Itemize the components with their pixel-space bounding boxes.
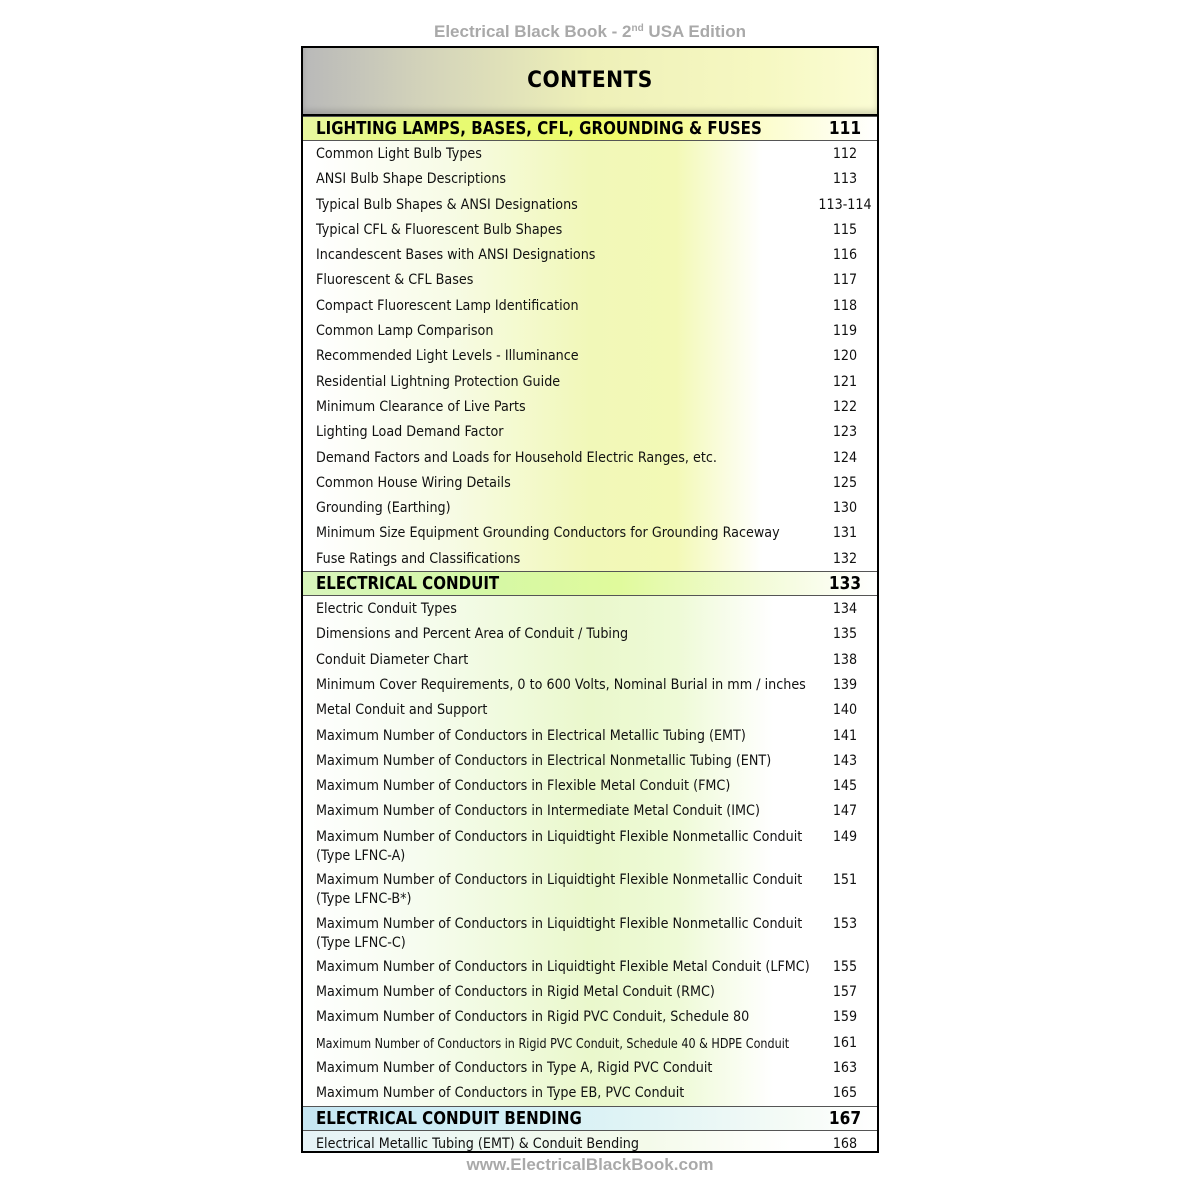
item-label: Maximum Number of Conductors in Rigid Metal Conduit (RMC) (316, 984, 715, 1001)
list-item[interactable] (303, 495, 877, 520)
list-item[interactable] (303, 1080, 877, 1105)
item-page: 155 (832, 958, 858, 975)
item-page: 130 (832, 500, 858, 517)
list-item[interactable] (303, 773, 877, 798)
item-page: 121 (832, 373, 858, 390)
item-page: 168 (832, 1135, 858, 1152)
item-label: Electric Conduit Types (316, 601, 457, 618)
item-label: Common Light Bulb Types (316, 146, 482, 162)
list-item[interactable] (303, 343, 877, 368)
list-item[interactable] (303, 798, 877, 823)
bending-items (303, 1131, 877, 1153)
item-page: 113-114 (818, 196, 872, 213)
item-page: 113 (832, 171, 858, 188)
item-label: Electrical Metallic Tubing (EMT) & Conduit Bending (316, 1135, 639, 1152)
list-item[interactable] (303, 217, 877, 242)
item-label: Maximum Number of Conductors in Rigid PVC Conduit, Schedule 40 & HDPE Conduit (316, 1036, 790, 1052)
item-page: 157 (832, 984, 858, 1001)
book-header (0, 22, 1180, 42)
list-item[interactable] (303, 546, 877, 571)
item-page: 119 (832, 323, 858, 340)
item-label: Dimensions and Percent Area of Conduit / Tubing (316, 626, 629, 643)
item-label: Maximum Number of Conductors in Electrical Metallic Tubing (EMT) (316, 727, 746, 744)
section-bending-header[interactable] (303, 1106, 877, 1131)
list-item[interactable] (303, 979, 877, 1004)
section-conduit-header[interactable] (303, 571, 877, 596)
item-label: Typical CFL & Fluorescent Bulb Shapes (316, 221, 563, 238)
list-item[interactable] (303, 748, 877, 773)
item-page: 141 (832, 727, 858, 744)
item-page: 149 (832, 828, 858, 845)
list-item[interactable] (303, 647, 877, 672)
item-label: Common House Wiring Details (316, 474, 511, 491)
list-item[interactable] (303, 318, 877, 343)
book-title-main: Electrical Black Book - 2 (433, 22, 632, 41)
list-item[interactable] (303, 1055, 877, 1080)
item-label: Fluorescent & CFL Bases (316, 272, 474, 289)
item-page: 138 (832, 651, 858, 668)
list-item[interactable] (303, 293, 877, 318)
item-page: 135 (832, 626, 858, 643)
item-label: Residential Lightning Protection Guide (316, 373, 561, 390)
item-page: 159 (832, 1009, 858, 1026)
item-label: ANSI Bulb Shape Descriptions (316, 171, 507, 188)
item-label: Maximum Number of Conductors in Flexible Metal Conduit (FMC) (316, 778, 731, 795)
item-label: Typical Bulb Shapes & ANSI Designations (316, 196, 578, 213)
item-label: Common Lamp Comparison (316, 323, 494, 340)
contents-list (303, 116, 877, 1153)
list-item[interactable] (303, 867, 877, 910)
item-label: Fuse Ratings and Classifications (316, 550, 521, 567)
item-label: Maximum Number of Conductors in Type EB, PVC Conduit (316, 1085, 685, 1102)
item-label: Incandescent Bases with ANSI Designations (316, 247, 596, 264)
contents-page (301, 46, 879, 1153)
section-page: 133 (828, 574, 862, 595)
contents-title-bar (303, 48, 877, 116)
item-page: 161 (832, 1034, 858, 1051)
item-label: Maximum Number of Conductors in Liquidtight Flexible Nonmetallic Conduit (Type LFNC-C) (316, 915, 803, 951)
item-label: Lighting Load Demand Factor (316, 424, 504, 441)
list-item[interactable] (303, 419, 877, 444)
list-item[interactable] (303, 445, 877, 470)
item-page: 131 (832, 525, 858, 542)
item-page: 140 (832, 702, 858, 719)
item-label: Minimum Cover Requirements, 0 to 600 Volts, Nominal Burial in mm / inches (316, 676, 806, 693)
item-page: 117 (832, 272, 858, 289)
item-label: Maximum Number of Conductors in Rigid PVC Conduit, Schedule 80 (316, 1009, 750, 1026)
item-page: 163 (832, 1060, 858, 1077)
item-page: 122 (832, 398, 858, 415)
item-page: 165 (832, 1085, 858, 1102)
contents-title: CONTENTS (527, 68, 653, 93)
item-label: Maximum Number of Conductors in Liquidtight Flexible Nonmetallic Conduit (Type LFNC-A) (316, 828, 803, 864)
list-item[interactable] (303, 596, 877, 621)
section-page: 111 (828, 119, 862, 139)
item-label: Maximum Number of Conductors in Liquidtight Flexible Nonmetallic Conduit (Type LFNC-B*) (316, 872, 803, 908)
section-page: 167 (828, 1108, 862, 1129)
conduit-items (303, 596, 877, 1106)
book-title-rest: USA Edition (643, 22, 746, 41)
item-page: 143 (832, 752, 858, 769)
list-item[interactable] (303, 394, 877, 419)
item-page: 112 (832, 146, 858, 162)
item-page: 132 (832, 550, 858, 567)
item-label: Recommended Light Levels - Illuminance (316, 348, 579, 365)
item-page: 125 (832, 474, 858, 491)
item-label: Minimum Clearance of Live Parts (316, 398, 526, 415)
list-item[interactable] (303, 697, 877, 722)
section-title: ELECTRICAL CONDUIT BENDING (316, 1108, 582, 1129)
list-item[interactable] (303, 824, 877, 867)
item-page: 120 (832, 348, 858, 365)
list-item[interactable] (303, 267, 877, 292)
list-item[interactable] (303, 672, 877, 697)
item-label: Maximum Number of Conductors in Type A, Rigid PVC Conduit (316, 1060, 713, 1077)
item-label: Maximum Number of Conductors in Intermediate Metal Conduit (IMC) (316, 803, 760, 820)
item-page: 118 (832, 297, 858, 314)
item-page: 134 (832, 601, 858, 618)
list-item[interactable] (303, 1131, 877, 1153)
item-page: 147 (832, 803, 858, 820)
list-item[interactable] (303, 1004, 877, 1029)
item-label: Compact Fluorescent Lamp Identification (316, 297, 579, 314)
list-item[interactable] (303, 369, 877, 394)
section-title: ELECTRICAL CONDUIT (316, 574, 500, 595)
list-item[interactable] (303, 723, 877, 748)
item-page: 123 (832, 424, 858, 441)
item-label: Metal Conduit and Support (316, 702, 488, 719)
list-item[interactable] (303, 1030, 877, 1055)
item-label: Minimum Size Equipment Grounding Conductors for Grounding Raceway (316, 525, 780, 542)
item-page: 115 (832, 221, 858, 238)
item-page: 124 (832, 449, 858, 466)
item-page: 151 (832, 872, 858, 889)
list-item[interactable] (303, 470, 877, 495)
item-page: 139 (832, 676, 858, 693)
list-item[interactable] (303, 520, 877, 545)
list-item[interactable] (303, 954, 877, 979)
item-page: 153 (832, 915, 858, 932)
section-title: LIGHTING LAMPS, BASES, CFL, GROUNDING & FUSES (316, 119, 762, 139)
footer-url[interactable]: www.ElectricalBlackBook.com (466, 1155, 714, 1174)
list-item[interactable] (303, 621, 877, 646)
list-item[interactable] (303, 192, 877, 217)
item-page: 145 (832, 778, 858, 795)
list-item[interactable] (303, 911, 877, 954)
list-item[interactable] (303, 166, 877, 191)
item-label: Maximum Number of Conductors in Liquidtight Flexible Metal Conduit (LFMC) (316, 958, 810, 975)
item-label: Demand Factors and Loads for Household Electric Ranges, etc. (316, 449, 717, 466)
item-label: Grounding (Earthing) (316, 500, 451, 517)
item-label: Maximum Number of Conductors in Electrical Nonmetallic Tubing (ENT) (316, 752, 772, 769)
list-item[interactable] (303, 141, 877, 166)
list-item[interactable] (303, 242, 877, 267)
item-page: 116 (832, 247, 858, 264)
item-label: Conduit Diameter Chart (316, 651, 469, 668)
edition-superscript: nd (631, 23, 644, 34)
section-lighting-header[interactable] (303, 116, 877, 141)
